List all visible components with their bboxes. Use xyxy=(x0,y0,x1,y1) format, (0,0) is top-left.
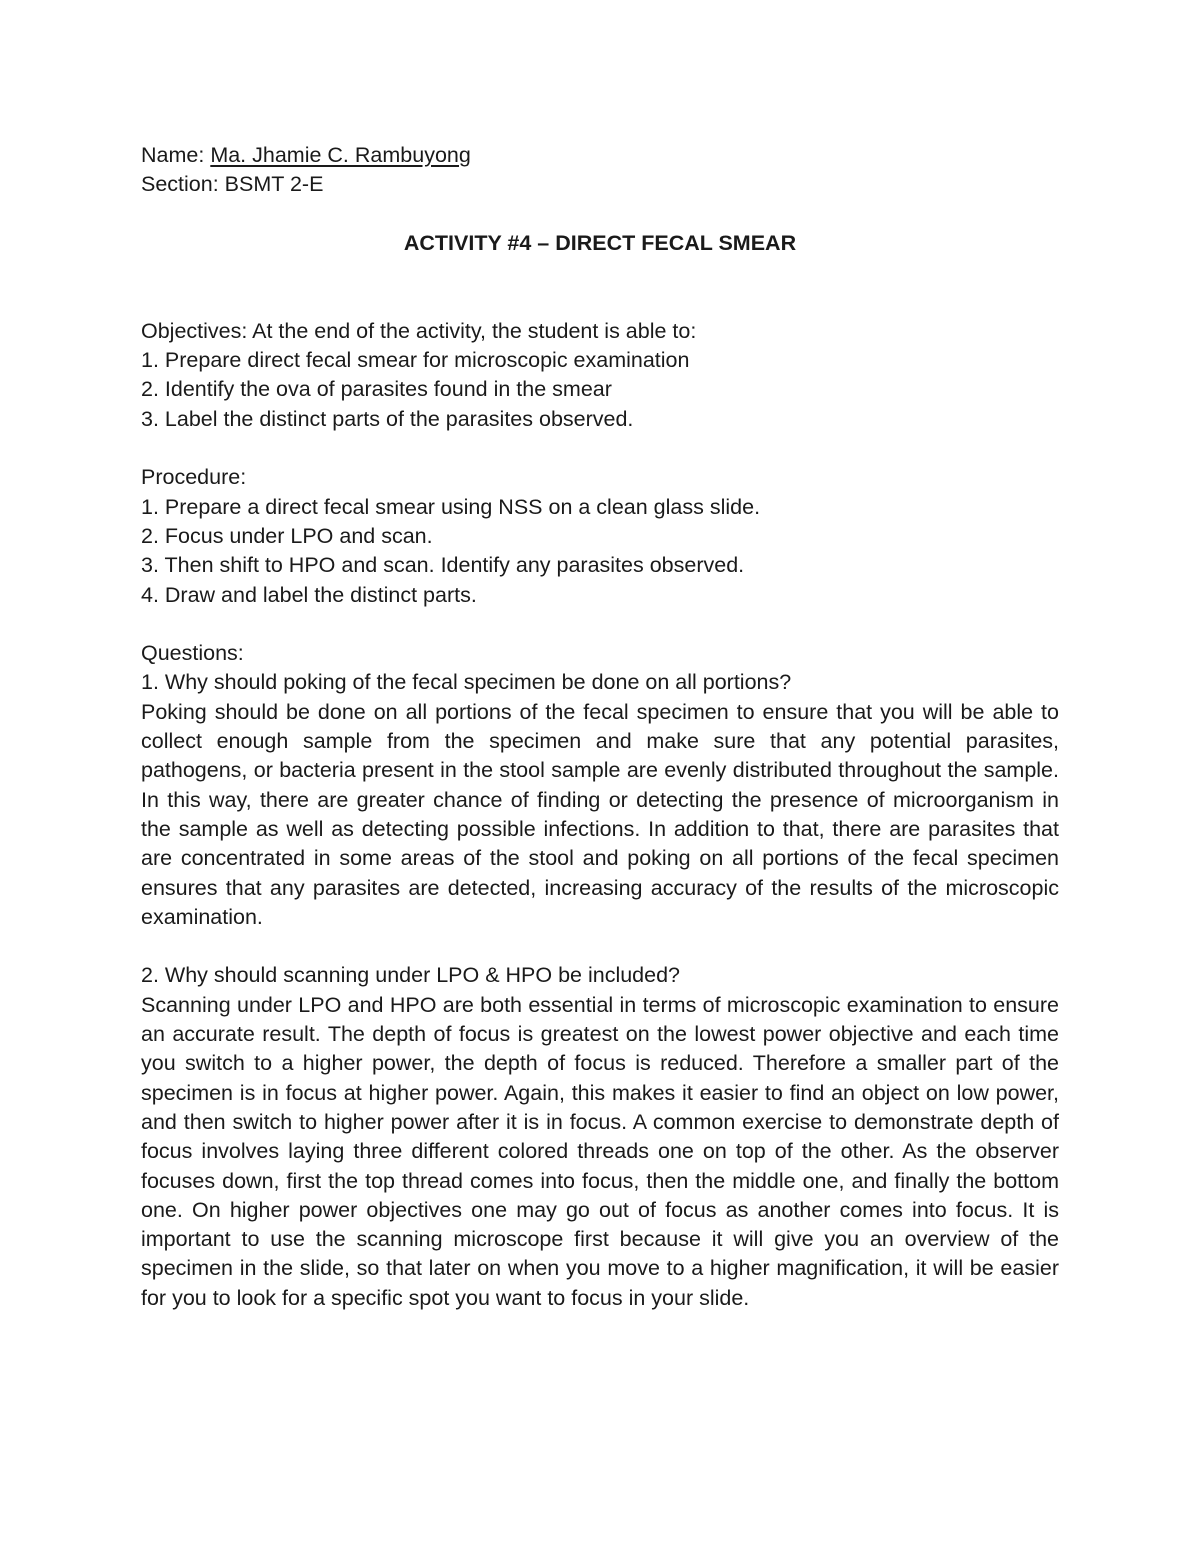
question-1: 1. Why should poking of the fecal specimen be done on all portions? xyxy=(141,670,792,695)
document-title: ACTIVITY #4 – DIRECT FECAL SMEAR xyxy=(403,230,797,255)
question-2: 2. Why should scanning under LPO & HPO be included? xyxy=(141,963,681,988)
objective-item: 2. Identify the ova of parasites found in the smear xyxy=(141,377,612,402)
procedure-item: 1. Prepare a direct fecal smear using NSS on a clean glass slide. xyxy=(141,494,761,519)
objective-item: 1. Prepare direct fecal smear for microscopic examination xyxy=(141,348,690,373)
name-line xyxy=(141,141,1059,170)
procedure-item: 4. Draw and label the distinct parts. xyxy=(141,582,477,607)
answer-1: Poking should be done on all portions of the fecal specimen to ensure that you will be able to collect enough sample from the specimen and make sure that any potential parasites, pathogens, or bacteria present in the stool sample are evenly distributed throughout the sample. In this way, there are greater chance of finding or detecting the presence of microorganism in the sample as well as detecting possible infections. In addition to that, there are parasites that are concentrated in some areas of the stool and poking on all portions of the fecal specimen ensures that any parasites are detected, increasing accuracy of the results of the microscopic examination. xyxy=(141,699,1059,929)
student-name: Ma. Jhamie C. Rambuyong xyxy=(210,143,471,167)
spacer xyxy=(141,434,1059,463)
section-line: Section: BSMT 2-E xyxy=(141,172,324,197)
objective-item: 3. Label the distinct parts of the parasites observed. xyxy=(141,406,634,431)
procedure-item: 2. Focus under LPO and scan. xyxy=(141,523,433,548)
spacer xyxy=(141,610,1059,639)
document-page xyxy=(141,141,1059,1313)
questions-heading: Questions: xyxy=(141,641,244,666)
objectives-heading: Objectives: At the end of the activity, the student is able to: xyxy=(141,318,697,343)
spacer xyxy=(141,932,1059,961)
answer-2: Scanning under LPO and HPO are both essential in terms of microscopic examination to ensure an accurate result. The depth of focus is greatest on the lowest power objective and each time you switch to a higher power, the depth of focus is reduced. Therefore a smaller part of the specimen is in focus at higher power. Again, this makes it easier to find an object on low power, and then switch to higher power after it is in focus. A common exercise to demonstrate depth of focus involves laying three different colored threads one on top of the other. As the observer focuses down, first the top thread comes into focus, then the middle one, and finally the bottom one. On higher power objectives one may go out of focus as another comes into focus. It is important to use the scanning microscope first because it will give you an overview of the specimen in the slide, so that later on when you move to a higher magnification, it will be easier for you to look for a specific spot you want to focus in your slide. xyxy=(141,992,1059,1310)
procedure-item: 3. Then shift to HPO and scan. Identify any parasites observed. xyxy=(141,553,745,578)
name-label: Name: xyxy=(141,143,211,167)
procedure-heading: Procedure: xyxy=(141,465,247,490)
